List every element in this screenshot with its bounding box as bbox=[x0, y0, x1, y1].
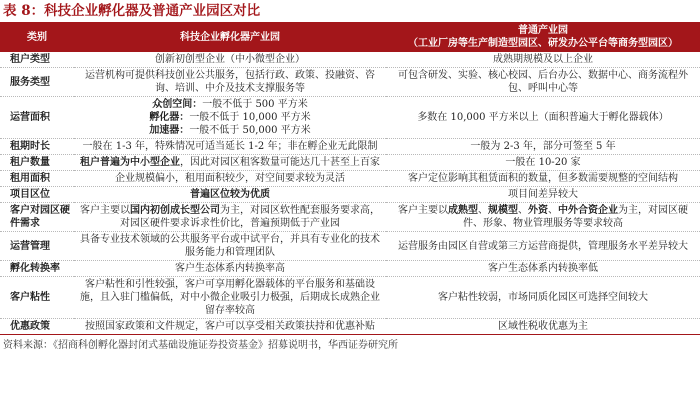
row-incubator-cell: 租户普遍为中小型企业，因此对园区租客数量可能达几十甚至上百家 bbox=[74, 155, 386, 171]
header-incubator: 科技企业孵化器产业园 bbox=[74, 22, 386, 52]
table-row bbox=[0, 97, 700, 139]
row-category: 服务类型 bbox=[0, 68, 74, 97]
row-incubator-cell: 客户粘性和引性较强，客户可享用孵化器载体的平台服务和基础设施，且入驻门槛偏低，对中小微企业吸引力极强，后期成长成熟企业留存率较高 bbox=[74, 277, 386, 319]
comparison-table bbox=[0, 22, 700, 335]
row-incubator-cell: 企业规模偏小，租用面积较少，对空间要求较为灵活 bbox=[74, 171, 386, 187]
row-category: 运营管理 bbox=[0, 232, 74, 261]
table-title: 表 8：科技企业孵化器及普通产业园区对比 bbox=[3, 3, 261, 19]
row-incubator-cell: 按照国家政策和文件规定，客户可以享受相关政策扶持和优惠补贴 bbox=[74, 319, 386, 335]
row-incubator-cell: 众创空间：一般不低于 500 平方米 孵化器：一般不低于 10,000 平方米 加速器：一般不低于 50,000 平方米 bbox=[74, 97, 386, 139]
row-category: 孵化转换率 bbox=[0, 261, 74, 277]
row-park-cell: 客户定位影响其租赁面积的数量，但多数需要规整的空间结构 bbox=[386, 171, 700, 187]
row-incubator-cell: 运营机构可提供科技创业公共服务，包括行政、政策、投融资、咨询、培训、中介及技术支撑服务等 bbox=[74, 68, 386, 97]
row-category: 客户对园区硬件需求 bbox=[0, 203, 74, 232]
row-category: 优惠政策 bbox=[0, 319, 74, 335]
row-incubator-cell: 具备专业技术领域的公共服务平台或中试平台，并具有专业化的技术服务能力和管理团队 bbox=[74, 232, 386, 261]
table-row bbox=[0, 52, 700, 68]
row-incubator-cell: 普遍区位较为优质 bbox=[74, 187, 386, 203]
table-row bbox=[0, 261, 700, 277]
table-header-row bbox=[0, 22, 700, 52]
row-category: 客户粘性 bbox=[0, 277, 74, 319]
row-incubator-cell: 创新初创型企业（中小微型企业） bbox=[74, 52, 386, 68]
row-park-cell: 客户生态体系内转换率低 bbox=[386, 261, 700, 277]
row-park-cell: 区域性税收优惠为主 bbox=[386, 319, 700, 335]
table-row bbox=[0, 171, 700, 187]
table-row bbox=[0, 187, 700, 203]
row-incubator-cell: 一般在 1-3 年，特殊情况可适当延长 1-2 年；非在孵企业无此限制 bbox=[74, 139, 386, 155]
table-row bbox=[0, 319, 700, 335]
row-park-cell: 成熟期规模及以上企业 bbox=[386, 52, 700, 68]
header-category: 类别 bbox=[0, 22, 74, 52]
row-park-cell: 可包含研发、实验、核心校园、后台办公、数据中心、商务流程外包、呼叫中心等 bbox=[386, 68, 700, 97]
row-category: 租户数量 bbox=[0, 155, 74, 171]
table-row bbox=[0, 68, 700, 97]
row-park-cell: 客户主要以成熟型、规模型、外资、中外合资企业为主，对园区硬件、形象、物业管理服务等要求较高 bbox=[386, 203, 700, 232]
row-park-cell: 多数在 10,000 平方米以上（面积普遍大于孵化器载体） bbox=[386, 97, 700, 139]
row-park-cell: 运营服务由园区自营或第三方运营商提供，管理服务水平差异较大 bbox=[386, 232, 700, 261]
table-body bbox=[0, 52, 700, 335]
row-park-cell: 项目间差异较大 bbox=[386, 187, 700, 203]
table-row bbox=[0, 232, 700, 261]
row-category: 租期时长 bbox=[0, 139, 74, 155]
row-park-cell: 一般为 2-3 年，部分可签至 5 年 bbox=[386, 139, 700, 155]
header-park bbox=[386, 22, 700, 52]
row-park-cell: 客户粘性较弱，市场同质化园区可选择空间较大 bbox=[386, 277, 700, 319]
table-row bbox=[0, 155, 700, 171]
row-category: 租户类型 bbox=[0, 52, 74, 68]
source-note: 资料来源：《招商科创孵化器封闭式基础设施证券投资基金》招募说明书，华西证券研究所 bbox=[3, 340, 398, 351]
table-row bbox=[0, 139, 700, 155]
row-incubator-cell: 客户生态体系内转换率高 bbox=[74, 261, 386, 277]
row-category: 运营面积 bbox=[0, 97, 74, 139]
table-row bbox=[0, 277, 700, 319]
row-category: 项目区位 bbox=[0, 187, 74, 203]
row-park-cell: 一般在 10-20 家 bbox=[386, 155, 700, 171]
table-row bbox=[0, 203, 700, 232]
row-incubator-cell: 客户主要以国内初创成长型公司为主，对园区软性配套服务要求高，对园区硬件要求诉求性价比，普遍预期低于产业园 bbox=[74, 203, 386, 232]
header-park-title: 普通产业园 bbox=[518, 25, 568, 36]
header-park-subtitle: （工业厂房等生产制造型园区、研发办公平台等商务型园区） bbox=[408, 38, 678, 49]
row-category: 租用面积 bbox=[0, 171, 74, 187]
